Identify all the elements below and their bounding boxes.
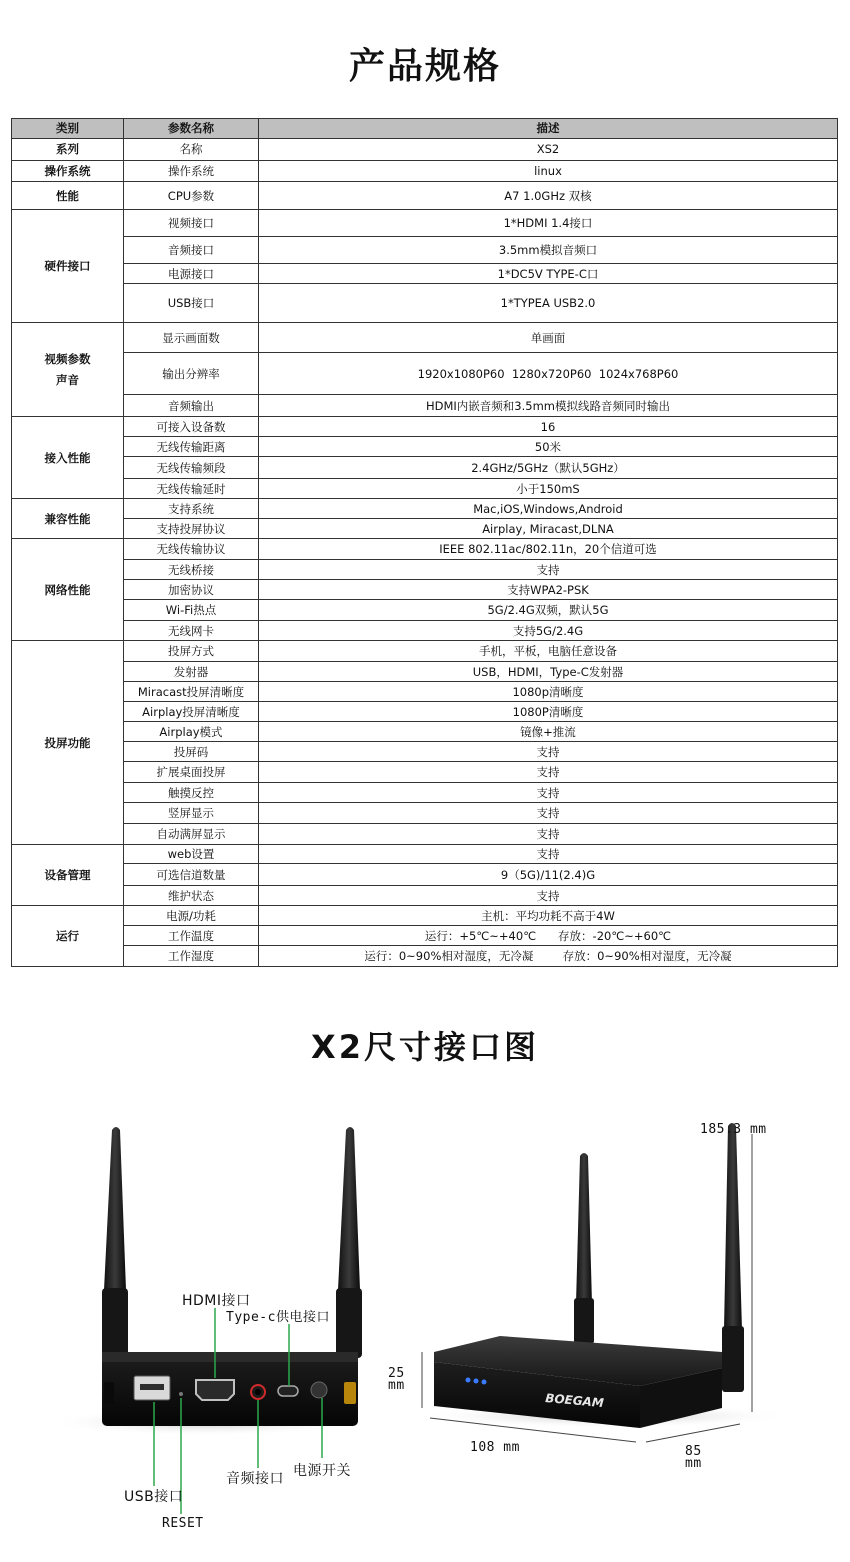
param-name-cell: 触摸反控: [124, 783, 259, 803]
category-cell: 投屏功能: [12, 641, 124, 845]
typec-label: Type-c供电接口: [226, 1310, 330, 1325]
audio-port: [251, 1385, 265, 1399]
table-row: [12, 824, 838, 845]
param-desc-cell: 运行：+5℃~+40℃ 存放：-20℃~+60℃: [259, 926, 838, 946]
param-desc-cell: 镜像+推流: [259, 722, 838, 742]
param-name-cell: 支持系统: [124, 499, 259, 519]
param-desc-cell: 小于150mS: [259, 479, 838, 499]
typec-port: [278, 1386, 298, 1396]
param-desc-cell: 1080p清晰度: [259, 682, 838, 702]
param-desc-cell: 支持: [259, 742, 838, 762]
param-name-cell: 竖屏显示: [124, 803, 259, 824]
param-desc-cell: A7 1.0GHz 双核: [259, 182, 838, 210]
param-desc-cell: 3.5mm模拟音频口: [259, 237, 838, 264]
table-row: [12, 417, 838, 437]
param-desc-cell: 支持WPA2-PSK: [259, 580, 838, 600]
table-row: [12, 457, 838, 479]
category-cell: 运行: [12, 906, 124, 967]
usb-label: USB接口: [124, 1489, 184, 1505]
param-desc-cell: 支持: [259, 803, 838, 824]
param-name-cell: 可接入设备数: [124, 417, 259, 437]
param-desc-cell: 1*DC5V TYPE-C口: [259, 264, 838, 284]
table-row: [12, 906, 838, 926]
table-row: [12, 160, 838, 182]
table-row: [12, 742, 838, 762]
param-desc-cell: 手机，平板，电脑任意设备: [259, 641, 838, 662]
height-value: 25: [388, 1366, 405, 1381]
dimension-title: X2尺寸接口图: [311, 1028, 539, 1066]
param-desc-cell: USB，HDMI，Type-C发射器: [259, 662, 838, 682]
param-name-cell: Airplay投屏清晰度: [124, 702, 259, 722]
power-switch: [311, 1382, 327, 1398]
param-desc-cell: 2.4GHz/5GHz（默认5GHz）: [259, 457, 838, 479]
table-row: [12, 926, 838, 946]
param-desc-cell: 支持: [259, 762, 838, 783]
table-header-row: [12, 119, 838, 139]
right-antenna-front: [722, 1123, 744, 1392]
category-cell: 接入性能: [12, 417, 124, 499]
param-desc-cell: 50米: [259, 437, 838, 457]
table-row: [12, 437, 838, 457]
reset-hole: [179, 1392, 183, 1396]
param-desc-cell: 9（5G)/11(2.4)G: [259, 864, 838, 886]
param-name-cell: 工作湿度: [124, 946, 259, 967]
param-desc-cell: XS2: [259, 139, 838, 161]
depth-dimension: [685, 1446, 702, 1470]
table-row: [12, 353, 838, 395]
param-desc-cell: 1080P清晰度: [259, 702, 838, 722]
width-dimension: 108 mm: [470, 1440, 520, 1455]
param-name-cell: 无线桥接: [124, 560, 259, 580]
param-desc-cell: linux: [259, 160, 838, 182]
param-name-cell: 可选信道数量: [124, 864, 259, 886]
audio-label: 音频接口: [226, 1471, 284, 1487]
power-label: 电源开关: [293, 1463, 351, 1479]
param-name-cell: 维护状态: [124, 886, 259, 906]
header-desc: 描述: [259, 119, 838, 139]
table-row: [12, 783, 838, 803]
table-row: [12, 886, 838, 906]
spec-title: 产品规格: [348, 46, 501, 87]
param-name-cell: USB接口: [124, 284, 259, 323]
param-desc-cell: HDMI内嵌音频和3.5mm模拟线路音频同时输出: [259, 395, 838, 417]
depth-unit: mm: [685, 1456, 702, 1471]
table-row: [12, 621, 838, 641]
param-desc-cell: Airplay, Miracast,DLNA: [259, 519, 838, 539]
param-name-cell: 操作系统: [124, 160, 259, 182]
param-name-cell: 输出分辨率: [124, 353, 259, 395]
param-desc-cell: IEEE 802.11ac/802.11n，20个信道可选: [259, 539, 838, 560]
param-desc-cell: 1*HDMI 1.4接口: [259, 210, 838, 237]
param-name-cell: 视频接口: [124, 210, 259, 237]
reset-label: RESET: [162, 1516, 204, 1531]
table-row: [12, 560, 838, 580]
param-name-cell: Airplay模式: [124, 722, 259, 742]
param-name-cell: 扩展桌面投屏: [124, 762, 259, 783]
param-name-cell: CPU参数: [124, 182, 259, 210]
category-cell: 视频参数 声音: [12, 323, 124, 417]
param-desc-cell: 5G/2.4G双频，默认5G: [259, 600, 838, 621]
table-row: [12, 479, 838, 499]
param-desc-cell: Mac,iOS,Windows,Android: [259, 499, 838, 519]
param-name-cell: 自动满屏显示: [124, 824, 259, 845]
param-desc-cell: 支持: [259, 783, 838, 803]
table-row: [12, 946, 838, 967]
param-name-cell: 工作温度: [124, 926, 259, 946]
param-name-cell: 音频接口: [124, 237, 259, 264]
table-row: [12, 499, 838, 519]
left-antenna-left: [102, 1127, 128, 1358]
param-name-cell: 投屏码: [124, 742, 259, 762]
table-row: [12, 264, 838, 284]
total-height-dimension: 185.3 mm: [700, 1122, 767, 1137]
table-row: [12, 682, 838, 702]
table-row: [12, 845, 838, 864]
category-cell: 硬件接口: [12, 210, 124, 323]
height-dimension: [388, 1368, 405, 1392]
param-name-cell: 电源接口: [124, 264, 259, 284]
param-name-cell: 加密协议: [124, 580, 259, 600]
param-name-cell: 无线传输延时: [124, 479, 259, 499]
category-cell: 性能: [12, 182, 124, 210]
param-desc-cell: 支持5G/2.4G: [259, 621, 838, 641]
param-name-cell: 无线传输频段: [124, 457, 259, 479]
table-row: [12, 762, 838, 783]
param-desc-cell: 支持: [259, 845, 838, 864]
dimension-diagram: [0, 1090, 850, 1558]
header-category: 类别: [12, 119, 124, 139]
header-param: 参数名称: [124, 119, 259, 139]
param-desc-cell: 1920x1080P60 1280x720P60 1024x768P60: [259, 353, 838, 395]
left-antenna-right: [336, 1127, 362, 1358]
param-name-cell: 音频输出: [124, 395, 259, 417]
brand-logo: BOEGAM: [544, 1391, 605, 1411]
table-row: [12, 139, 838, 161]
height-unit: mm: [388, 1378, 405, 1393]
param-name-cell: 投屏方式: [124, 641, 259, 662]
param-name-cell: 支持投屏协议: [124, 519, 259, 539]
param-name-cell: Wi-Fi热点: [124, 600, 259, 621]
category-cell: 设备管理: [12, 845, 124, 906]
param-name-cell: Miracast投屏清晰度: [124, 682, 259, 702]
param-desc-cell: 支持: [259, 824, 838, 845]
table-row: [12, 323, 838, 353]
param-name-cell: 显示画面数: [124, 323, 259, 353]
category-cell: 兼容性能: [12, 499, 124, 539]
param-desc-cell: 单画面: [259, 323, 838, 353]
category-cell: 网络性能: [12, 539, 124, 641]
table-row: [12, 641, 838, 662]
table-row: [12, 284, 838, 323]
table-row: [12, 803, 838, 824]
table-row: [12, 395, 838, 417]
param-name-cell: 名称: [124, 139, 259, 161]
param-desc-cell: 支持: [259, 560, 838, 580]
param-name-cell: web设置: [124, 845, 259, 864]
param-desc-cell: 1*TYPEA USB2.0: [259, 284, 838, 323]
param-name-cell: 无线网卡: [124, 621, 259, 641]
table-row: [12, 519, 838, 539]
table-row: [12, 662, 838, 682]
param-name-cell: 无线传输距离: [124, 437, 259, 457]
table-row: [12, 580, 838, 600]
hdmi-port: [196, 1380, 234, 1400]
depth-value: 85: [685, 1444, 702, 1459]
table-row: [12, 237, 838, 264]
right-antenna-back: [574, 1153, 594, 1344]
param-name-cell: 电源/功耗: [124, 906, 259, 926]
table-row: [12, 702, 838, 722]
param-name-cell: 无线传输协议: [124, 539, 259, 560]
hdmi-label: HDMI接口: [182, 1293, 251, 1309]
table-row: [12, 600, 838, 621]
param-desc-cell: 支持: [259, 886, 838, 906]
table-row: [12, 210, 838, 237]
category-cell: 操作系统: [12, 160, 124, 182]
category-cell: 系列: [12, 139, 124, 161]
param-desc-cell: 运行：0~90%相对湿度，无冷凝 存放：0~90%相对湿度，无冷凝: [259, 946, 838, 967]
table-row: [12, 722, 838, 742]
usb-port: [134, 1376, 170, 1400]
table-row: [12, 864, 838, 886]
table-row: [12, 539, 838, 560]
spec-table: [11, 118, 838, 967]
param-name-cell: 发射器: [124, 662, 259, 682]
param-desc-cell: 主机：平均功耗不高于4W: [259, 906, 838, 926]
table-row: [12, 182, 838, 210]
param-desc-cell: 16: [259, 417, 838, 437]
